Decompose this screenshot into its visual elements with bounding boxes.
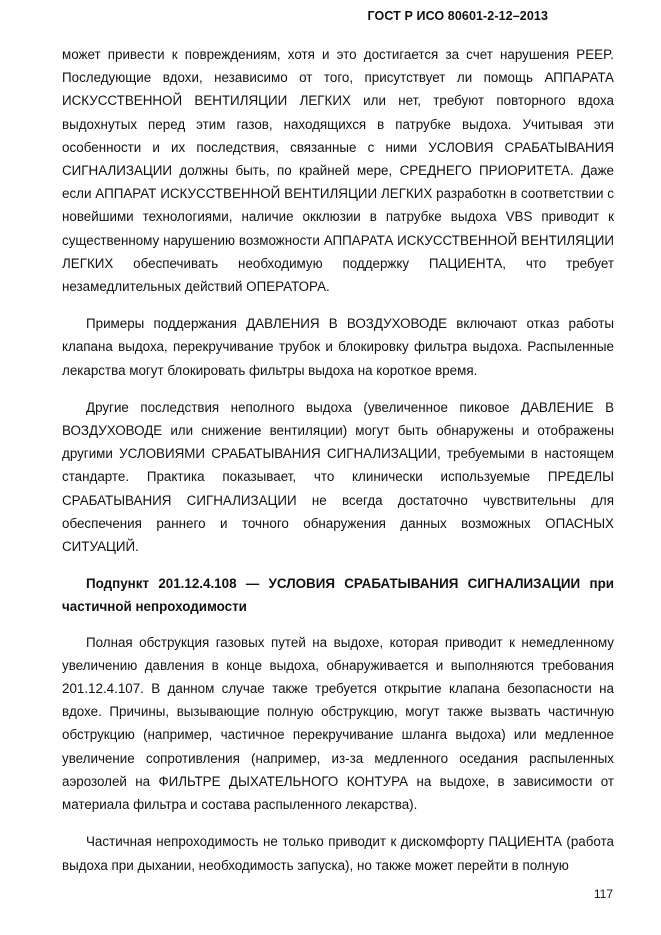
page-number: 117 — [593, 887, 613, 901]
paragraph-partial-obstruction: Частичная непроходимость не только приводит к дискомфорту ПАЦИЕНТА (работа выдоха при дыхании, необходимость запуска), но также может перейти в полную — [62, 834, 614, 873]
paragraph-continuation: может привести к повреждениям, хотя и это достигается за счет нарушения PEEP. Последующие вдохи, независимо от того, присутствует ли помощь АППАРАТА ИСКУССТВЕННОЙ ВЕНТИЛЯЦИИ ЛЕГКИХ или нет, требуют повторного вдоха выдохнутых перед этим газов, находящихся в патрубке выдоха. Учитывая эти особенности и их последствия, связанные с ними УСЛОВИЯ СРАБАТЫВАНИЯ СИГНАЛИЗАЦИИ должны быть, по крайней мере, СРЕДНЕГО ПРИОРИТЕТА. Даже если АППАРАТ ИСКУССТВЕННОЙ ВЕНТИЛЯЦИИ ЛЕГКИХ разработкн в соответствии с новейшими технологиями, наличие окклюзии в патрубке выдоха VBS приводит к существенному нарушению возможности АППАРАТА ИСКУССТВЕННОЙ ВЕНТИЛЯЦИИ ЛЕГКИХ обеспечивать необходимую поддержку ПАЦИЕНТА, что требует незамедлительных действий ОПЕРАТОРА. — [62, 47, 614, 295]
document-body — [62, 43, 614, 877]
standard-header: ГОСТ Р ИСО 80601-2-12–2013 — [367, 9, 548, 23]
paragraph-spacer — [62, 382, 614, 396]
paragraph-incomplete-exhalation: Другие последствия неполного выдоха (увеличенное пиковое ДАВЛЕНИЕ В ВОЗДУХОВОДЕ или снижение вентиляции) могут быть обнаружены и отображены другими УСЛОВИЯМИ СРАБАТЫВАНИЯ СИГНАЛИЗАЦИИ, требуемыми в настоящем стандарте. Практика показывает, что клинически используемые ПРЕДЕЛЫ СРАБАТЫВАНИЯ СИГНАЛИЗАЦИИ не всегда достаточно чувствительны для обеспечения раннего и точного обнаружения данных возможных ОПАСНЫХ СИТУАЦИЙ. — [62, 399, 614, 555]
paragraph-spacer — [62, 558, 614, 572]
paragraph-airway-pressure-examples: Примеры поддержания ДАВЛЕНИЯ В ВОЗДУХОВОДЕ включают отказ работы клапана выдоха, перекручивание трубок и блокировку фильтра выдоха. Распыленные лекарства могут блокировать фильтры выдоха на короткое время. — [62, 316, 614, 378]
paragraph-spacer — [62, 619, 614, 631]
subclause-heading: Подпункт 201.12.4.108 — УСЛОВИЯ СРАБАТЫВАНИЯ СИГНАЛИЗАЦИИ при частичной непроходимости — [62, 576, 614, 615]
paragraph-full-obstruction: Полная обструкция газовых путей на выдохе, которая приводит к немедленному увеличению давления в конце выдоха, обнаруживается и выполняются требования 201.12.4.107. В данном случае также требуется открытие клапана безопасности на вдохе. Причины, вызывающие полную обструкцию, могут также вызвать частичную обструкцию (например, частичное перекручивание шланга выдоха) или медленное увеличение сопротивления (например, из-за медленного оседания распыленных аэрозолей на ФИЛЬТРЕ ДЫХАТЕЛЬНОГО КОНТУРА на выдохе, в зависимости от материала фильтра и состава распыленного лекарства). — [62, 634, 614, 813]
paragraph-spacer — [62, 816, 614, 830]
paragraph-spacer — [62, 298, 614, 312]
